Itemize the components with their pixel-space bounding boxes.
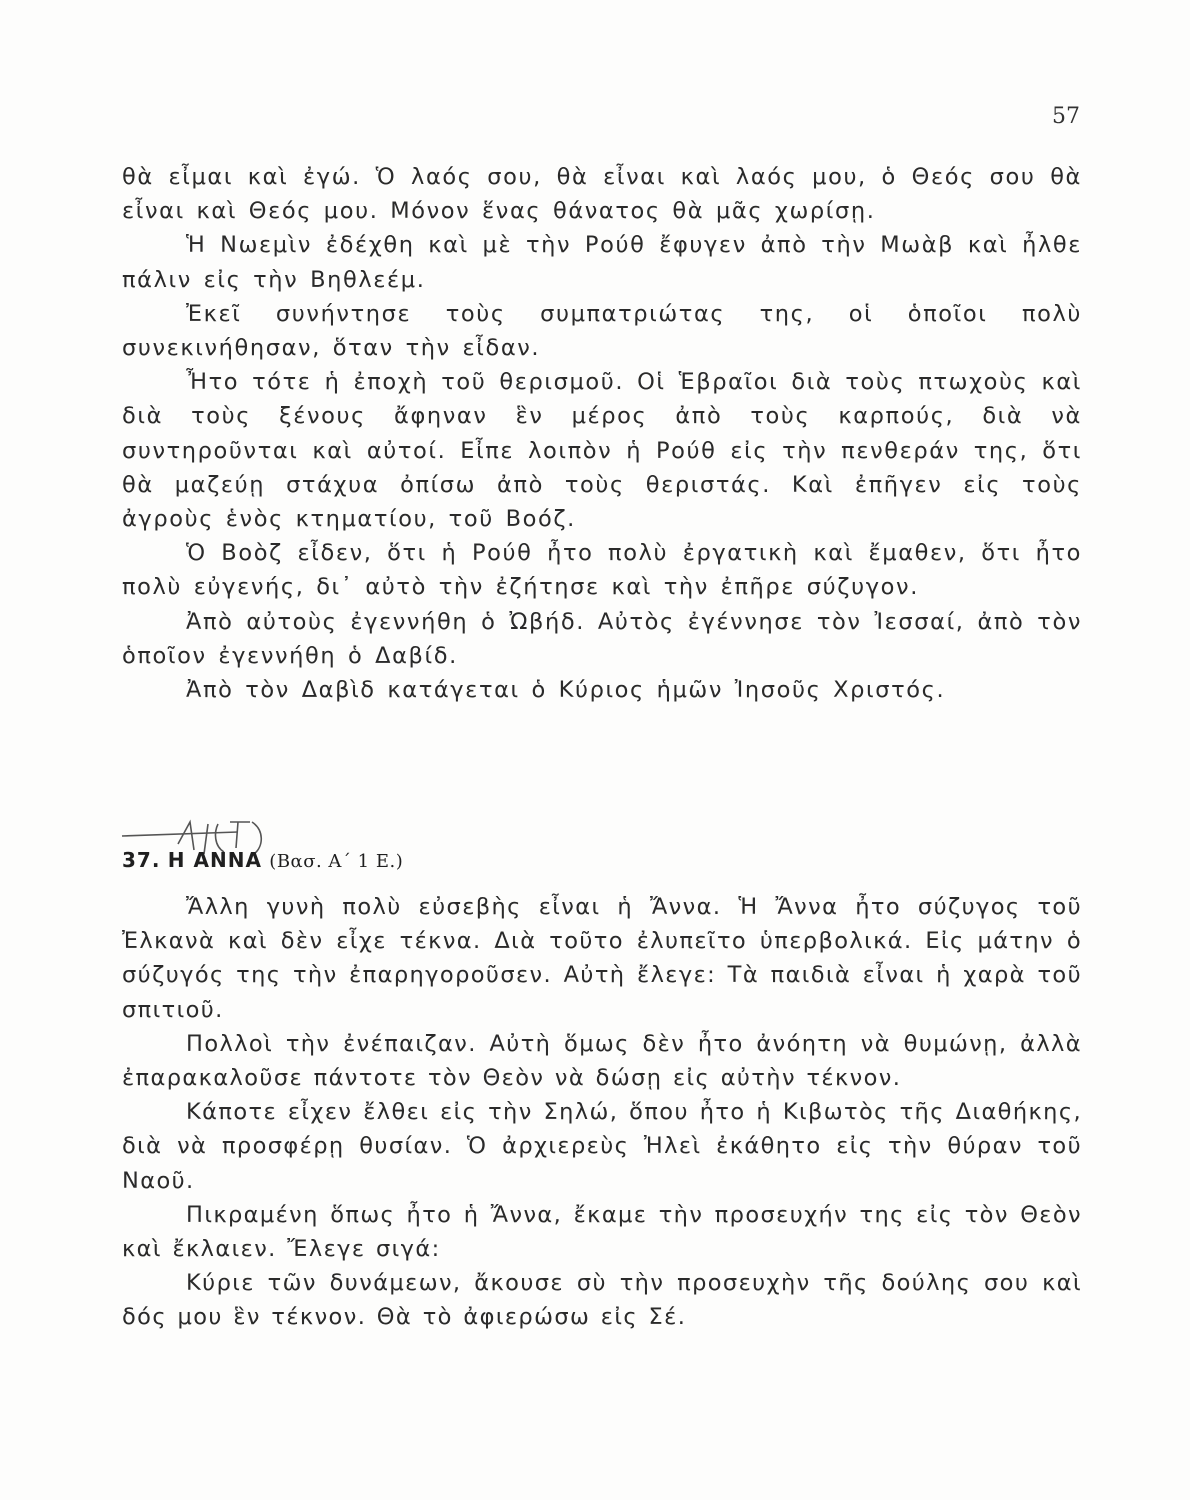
- paragraph: Κάποτε εἶχεν ἔλθει εἰς τὴν Σηλώ, ὅπου ἦτο ἡ Κιβωτὸς τῆς Διαθήκης, διὰ νὰ προσφέρῃ θυσίαν. Ὁ ἀρχιερεὺς Ἠλεὶ ἐκάθητο εἰς τὴν θύραν τοῦ Ναοῦ.: [122, 1099, 1082, 1194]
- section-heading: [122, 848, 403, 872]
- section-anna-text: [122, 890, 1082, 1335]
- paragraph: Πικραμένη ὅπως ἦτο ἡ Ἄννα, ἔκαμε τὴν προσευχήν της εἰς τὸν Θεὸν καὶ ἔκλαιεν. Ἔλεγε σιγά:: [122, 1201, 1082, 1263]
- section-number: 37.: [122, 848, 161, 872]
- paragraph: Ἐκεῖ συνήντησε τοὺς συμπατριώτας της, οἱ ὁποῖοι πολὺ συνεκινήθησαν, ὅταν τὴν εἶδαν.: [122, 300, 1082, 362]
- paragraph: Ἀπὸ τὸν Δαβὶδ κατάγεται ὁ Κύριος ἡμῶν Ἰησοῦς Χριστός.: [186, 677, 946, 704]
- page-number: 57: [1052, 104, 1080, 129]
- paragraph: Κύριε τῶν δυνάμεων, ἄκουσε σὺ τὴν προσευχὴν τῆς δούλης σου καὶ δός μου ἓν τέκνον. Θὰ τὸ ἀφιερώσω εἰς Σέ.: [122, 1270, 1082, 1331]
- paragraph: Ἡ Νωεμὶν ἐδέχθη καὶ μὲ τὴν Ρούθ ἔφυγεν ἀπὸ τὴν Μωὰβ καὶ ἦλθε πάλιν εἰς τὴν Βηθλεέμ.: [122, 232, 1082, 293]
- paragraph: Ἄλλη γυνὴ πολὺ εὐσεβὴς εἶναι ἡ Ἄννα. Ἡ Ἄννα ἦτο σύζυγος τοῦ Ἐλκανὰ καὶ δὲν εἶχε τέκνα. Διὰ τοῦτο ἐλυπεῖτο ὑπερβολικά. Εἰς μάτην ὁ σύζυγός της τὴν ἐπαρηγοροῦσεν. Αὐτὴ ἔλεγε: Τὰ παιδιὰ εἶναι ἡ χαρὰ τοῦ σπιτιοῦ.: [122, 894, 1082, 1023]
- section-ruth-text: [122, 160, 1082, 707]
- paragraph: Πολλοὶ τὴν ἐνέπαιζαν. Αὐτὴ ὅμως δὲν ἦτο ἀνόητη νὰ θυμώνῃ, ἀλλὰ ἐπαρακαλοῦσε πάντοτε τὸν Θεὸν νὰ δώσῃ εἰς αὐτὴν τέκνον.: [122, 1030, 1082, 1092]
- scripture-reference: (Βασ. Α΄ 1 Ε.): [269, 851, 404, 872]
- paragraph: θὰ εἶμαι καὶ ἐγώ. Ὁ λαός σου, θὰ εἶναι καὶ λαός μου, ὁ Θεός σου θὰ εἶναι καὶ Θεός μου. Μόνον ἕνας θάνατος θὰ μᾶς χωρίσῃ.: [122, 164, 1082, 225]
- paragraph: Ὁ Βοὸζ εἶδεν, ὅτι ἡ Ρούθ ἦτο πολὺ ἐργατικὴ καὶ ἔμαθεν, ὅτι ἦτο πολὺ εὐγενής, δι᾿ αὐτὸ τὴν ἐζήτησε καὶ τὴν ἐπῆρε σύζυγον.: [122, 540, 1082, 601]
- section-title: Η ΑΝΝΑ: [167, 848, 262, 872]
- paragraph: Ἀπὸ αὐτοὺς ἐγεννήθη ὁ Ὠβήδ. Αὐτὸς ἐγέννησε τὸν Ἰεσσαί, ἀπὸ τὸν ὁποῖον ἐγεννήθη ὁ Δαβίδ.: [122, 608, 1082, 669]
- paragraph: Ἦτο τότε ἡ ἐποχὴ τοῦ θερισμοῦ. Οἱ Ἑβραῖοι διὰ τοὺς πτωχοὺς καὶ διὰ τοὺς ξένους ἄφηναν ἓν μέρος ἀπὸ τοὺς καρπούς, διὰ νὰ συντηροῦνται καὶ αὐτοί. Εἶπε λοιπὸν ἡ Ρούθ εἰς τὴν πενθεράν της, ὅτι θὰ μαζεύῃ στάχυα ὀπίσω ἀπὸ τοὺς θεριστάς. Καὶ ἐπῆγεν εἰς τοὺς ἀγροὺς ἑνὸς κτηματίου, τοῦ Βοόζ.: [122, 369, 1082, 533]
